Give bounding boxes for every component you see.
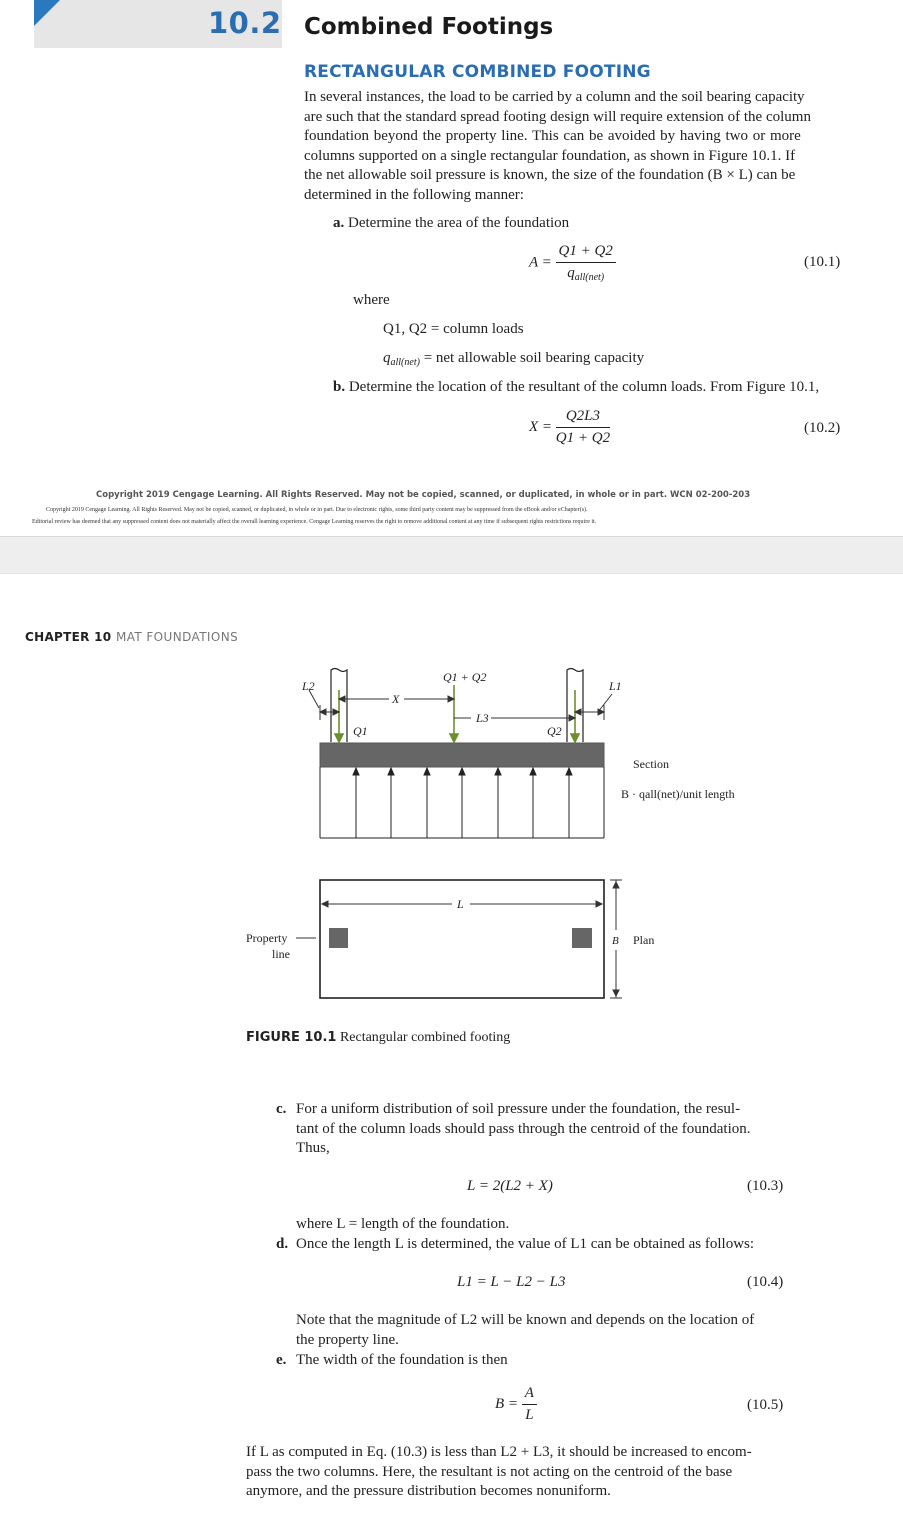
equation-number: (10.5) [747,1397,784,1413]
footing-section [320,743,604,767]
fig-label-x: X [392,692,400,706]
pressure-arrowhead [495,768,501,775]
pressure-arrowhead [530,768,536,775]
step-c-line: tant of the column loads should pass through the centroid of the foundation. [296,1120,751,1137]
copyright-line: Copyright 2019 Cengage Learning. All Rights Reserved. May not be copied, scanned, or duplicated, in whole or in part. Due to electronic rights, some third party content may be suppressed from the eBook and/or eChapter(s). [46,507,588,513]
step-c-line: Thus, [296,1140,330,1156]
fig-label-l: L [457,897,464,911]
qall-text: = net allowable soil bearing capacity [423,350,645,366]
step-b-text: Determine the location of the resultant of the column loads. From Figure 10.1, [348,379,820,395]
step-d-text: Once the length L is determined, the value of L1 can be obtained as follows: [296,1236,755,1252]
intro-line: foundation beyond the property line. This can be avoided by having two or more [304,128,801,144]
copyright-line: Copyright 2019 Cengage Learning. All Rights Reserved. May not be copied, scanned, or duplicated, in whole or in part. WCN 02-200-203 [96,490,751,500]
section-number: 10.2 [208,6,282,40]
fig-label-q1-q2: Q1 + Q2 [443,670,487,684]
intro-line: are such that the standard spread footing design will require extension of the column [304,108,811,125]
qall-sub: all(net) [390,357,420,368]
closing-line: anymore, and the pressure distribution becomes nonuniform. [246,1483,611,1499]
step-c [276,1101,796,1160]
step-b [333,379,819,396]
step-e-label: e. [276,1352,287,1368]
step-d [276,1236,754,1253]
equation-10-5 [495,1385,537,1424]
step-b-label: b. [333,379,346,395]
subheading: RECTANGULAR COMBINED FOOTING [304,62,651,82]
section-corner-triangle [34,0,60,26]
eq1-numerator: Q1 + Q2 [556,243,616,263]
step-a [333,215,569,232]
eq5-lhs: B = [495,1395,519,1412]
pressure-arrowhead [353,768,359,775]
intro-paragraph [304,89,844,206]
closing-line: If L as computed in Eq. (10.3) is less than L2 + L3, it should be increased to encom- [246,1444,752,1460]
figure-caption-text: Rectangular combined footing [339,1030,511,1045]
note-line: Note that the magnitude of L2 will be known and depends on the location of [296,1312,755,1328]
page-separator [0,536,903,574]
fig-label-line: line [272,947,290,961]
step-c-label: c. [276,1101,287,1117]
equation-number: (10.2) [804,420,841,436]
pressure-arrows [353,768,572,838]
intro-line: In several instances, the load to be carried by a column and the soil bearing capacity [304,89,805,105]
step-d-label: d. [276,1236,289,1252]
intro-line: the net allowable soil pressure is known, the size of the foundation (B × L) can be [304,167,796,183]
equation-number: (10.4) [747,1274,784,1290]
equation-10-1 [529,243,616,283]
figure-caption-label: FIGURE 10.1 [246,1030,337,1045]
step-e [276,1352,508,1369]
fig-label-pressure: B · qall(net)/unit length [621,787,735,801]
fig-label-l1: L1 [609,679,622,693]
equation-10-2 [529,408,610,447]
eq1-den-var: q [567,265,575,281]
eq2-denominator: Q1 + Q2 [555,430,611,446]
qall-var: q [383,350,391,366]
pressure-arrowhead [566,768,572,775]
equation-10-4: L1 = L − L2 − L3 [457,1274,566,1290]
closing-line: pass the two columns. Here, the resultant is not acting on the centroid of the base [246,1463,733,1480]
eq1-den-sub: all(net) [574,272,605,283]
note-paragraph [296,1312,796,1351]
fig-label-q1: Q1 [353,724,368,738]
where-qall-definition [383,350,644,368]
eq2-numerator: Q2L3 [556,408,610,428]
step-c-line: For a uniform distribution of soil pressure under the foundation, the resul- [296,1101,741,1117]
eq2-lhs: X = [529,418,553,435]
intro-line: determined in the following manner: [304,186,524,203]
pressure-arrowhead [388,768,394,775]
equation-number: (10.1) [804,254,841,270]
fig-label-l3: L3 [476,711,489,725]
pressure-arrowhead [424,768,430,775]
eq5-fraction [522,1385,537,1424]
q1-arrowhead [335,734,343,742]
chapter-label: CHAPTER 10 [25,630,112,644]
fig-label-property: Property [246,931,288,945]
note-line: the property line. [296,1331,399,1348]
load-arrows [335,685,579,742]
fig-label-section: Section [633,757,669,771]
fig-label-plan: Plan [633,933,655,947]
step-a-text: Determine the area of the foundation [348,215,570,231]
pressure-arrowhead [459,768,465,775]
resultant-arrowhead [450,734,458,742]
step-e-text: The width of the foundation is then [296,1352,508,1368]
intro-line: columns supported on a single rectangular foundation, as shown in Figure 10.1. If [304,147,796,164]
column-q2-plan [572,928,592,948]
where-l-definition: where L = length of the foundation. [296,1216,510,1232]
eq5-numerator: A [522,1385,537,1405]
figure-10-1 [0,655,903,1025]
fig-label-q2: Q2 [547,724,562,738]
figure-caption [246,1030,510,1046]
where-label: where [353,292,390,308]
fig-label-b: B [612,935,619,947]
chapter-title: MAT FOUNDATIONS [116,630,239,644]
section-title: Combined Footings [304,14,554,40]
eq1-fraction [556,243,616,283]
eq1-denominator [556,263,616,283]
equation-10-3: L = 2(L2 + X) [467,1178,553,1194]
column-q1-plan [329,928,348,948]
l1-leader [598,694,612,712]
step-a-label: a. [333,215,345,231]
eq5-denominator: L [525,1407,534,1423]
where-q-definition: Q1, Q2 = column loads [383,321,524,337]
eq2-fraction [556,408,610,447]
equation-number: (10.3) [747,1178,784,1194]
copyright-line: Editorial review has deemed that any suppressed content does not materially affect the overall learning experience. Cengage Learning reserves the right to remove additional content at any time if subsequent rights restrictions require it. [32,519,597,525]
fig-label-l2: L2 [302,679,315,693]
closing-paragraph [246,1444,791,1503]
q2-arrowhead [571,734,579,742]
eq1-lhs: A = [529,254,552,271]
